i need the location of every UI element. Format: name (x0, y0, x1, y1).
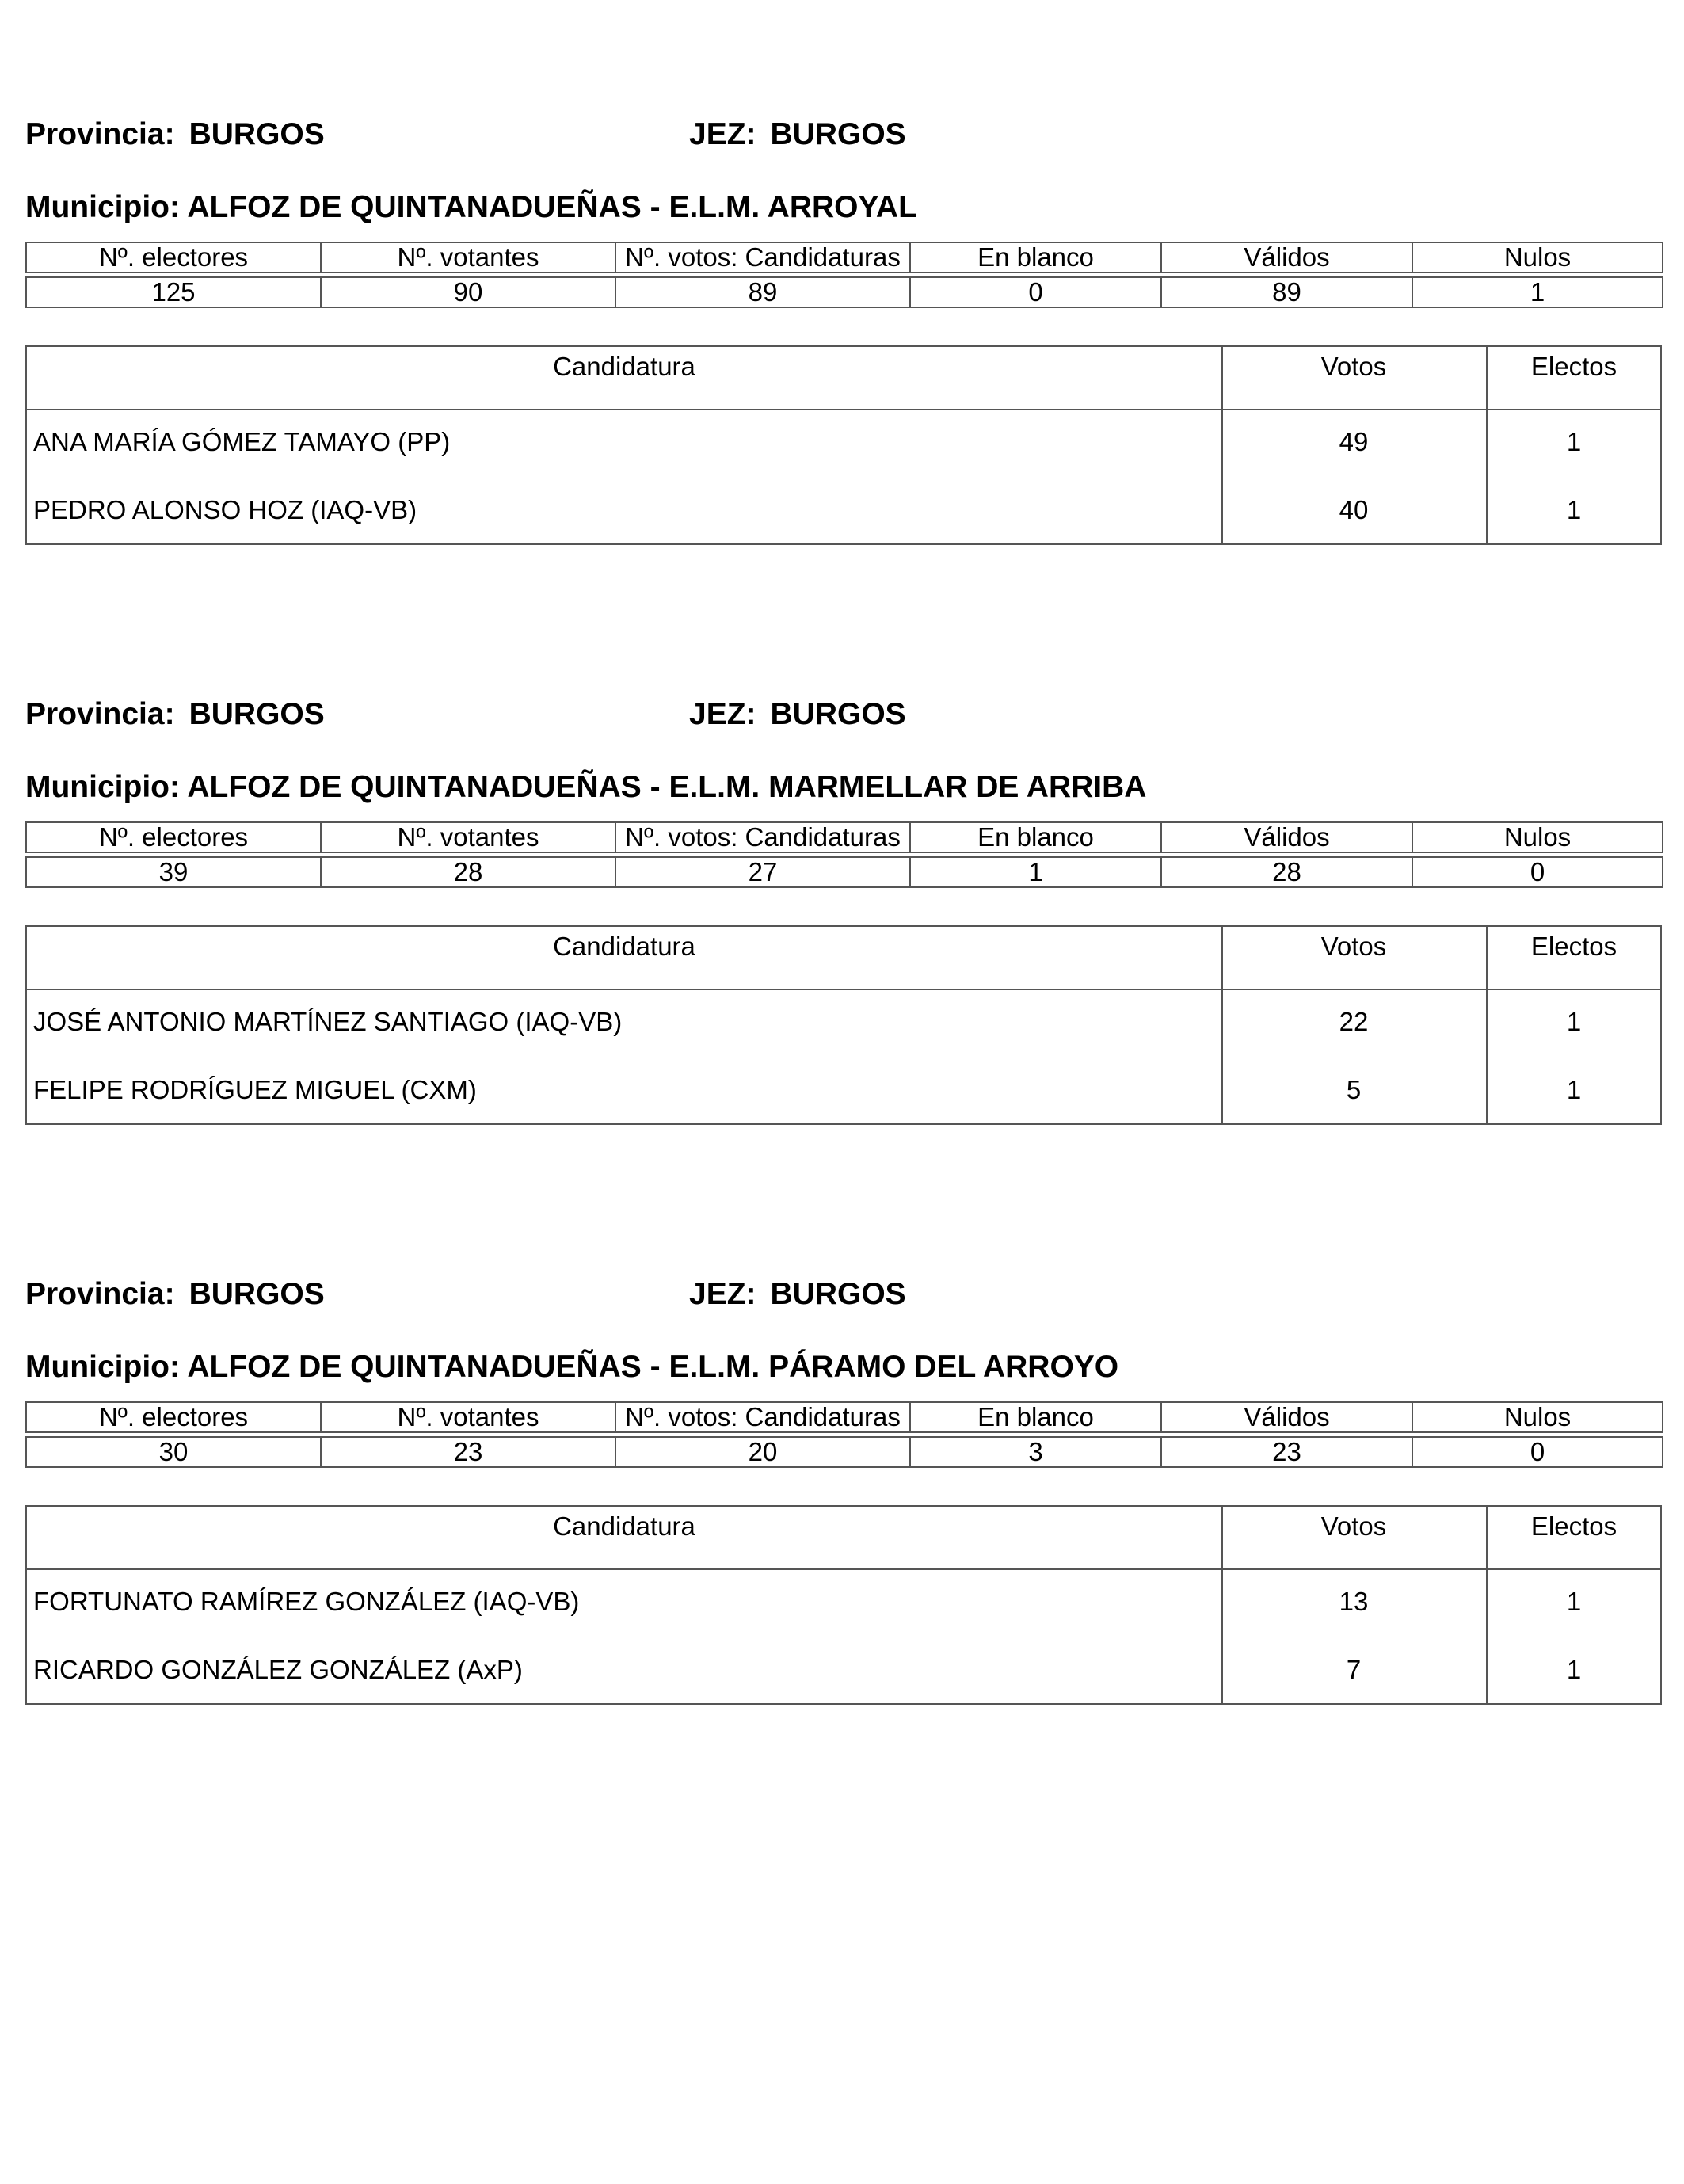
stats-table (25, 242, 1663, 308)
provincia-line (25, 1279, 325, 1309)
electos-header: Electos (1530, 932, 1617, 961)
votos-header: Votos (1320, 352, 1387, 381)
candidate-name: FELIPE RODRÍGUEZ MIGUEL (CXM) (33, 1075, 477, 1104)
stats-header: En blanco (910, 242, 1161, 273)
candidate-votes: 22 (1339, 1007, 1369, 1036)
header-divider (27, 409, 1660, 410)
candidate-elected: 1 (1566, 1655, 1582, 1684)
candidate-name: ANA MARÍA GÓMEZ TAMAYO (PP) (33, 427, 451, 456)
candidate-row (27, 1586, 1660, 1618)
jez-line (689, 699, 906, 730)
provincia-label: Provincia: (25, 697, 175, 731)
municipio-label: Municipio: (25, 1350, 180, 1384)
municipio-line (25, 192, 917, 223)
municipio-value: ALFOZ DE QUINTANADUEÑAS - E.L.M. MARMELLAR DE ARRIBA (187, 770, 1147, 804)
jez-label: JEZ: (689, 1277, 756, 1311)
candidate-elected: 1 (1566, 427, 1582, 456)
votos-header: Votos (1320, 932, 1387, 961)
candidate-name: JOSÉ ANTONIO MARTÍNEZ SANTIAGO (IAQ-VB) (33, 1007, 623, 1036)
stats-value: 125 (26, 277, 321, 307)
stats-header: Nº. electores (26, 1402, 321, 1432)
jez-value: BURGOS (770, 1277, 906, 1311)
jez-label: JEZ: (689, 117, 756, 151)
jez-line (689, 1279, 906, 1309)
stats-header: Nº. electores (26, 242, 321, 273)
candidate-row (27, 426, 1660, 458)
stats-value: 28 (321, 857, 615, 887)
provincia-value: BURGOS (189, 117, 325, 151)
stats-header: Nº. votos: Candidaturas (615, 822, 910, 852)
candidate-name: FORTUNATO RAMÍREZ GONZÁLEZ (IAQ-VB) (33, 1587, 580, 1616)
header-divider (27, 1568, 1660, 1570)
stats-value: 89 (615, 277, 910, 307)
municipio-line (25, 1351, 1118, 1382)
stats-header: Válidos (1161, 822, 1412, 852)
candidate-votes: 5 (1346, 1075, 1362, 1104)
provincia-line (25, 699, 325, 730)
candidate-row (27, 1074, 1660, 1106)
stats-value: 39 (26, 857, 321, 887)
candidate-elected: 1 (1566, 495, 1582, 524)
candidate-name: PEDRO ALONSO HOZ (IAQ-VB) (33, 495, 417, 524)
votos-header: Votos (1320, 1511, 1387, 1541)
stats-header: En blanco (910, 822, 1161, 852)
electos-header: Electos (1530, 1511, 1617, 1541)
candidate-name: RICARDO GONZÁLEZ GONZÁLEZ (AxP) (33, 1655, 523, 1684)
jez-value: BURGOS (770, 117, 906, 151)
stats-value: 3 (910, 1437, 1161, 1467)
provincia-line (25, 119, 325, 150)
header-divider (27, 989, 1660, 990)
stats-value: 20 (615, 1437, 910, 1467)
candidates-table (25, 345, 1662, 545)
stats-table (25, 1401, 1663, 1468)
municipio-line (25, 772, 1146, 802)
stats-value: 23 (1161, 1437, 1412, 1467)
stats-value: 30 (26, 1437, 321, 1467)
stats-header: Válidos (1161, 1402, 1412, 1432)
jez-line (689, 119, 906, 150)
municipio-label: Municipio: (25, 190, 180, 224)
jez-value: BURGOS (770, 697, 906, 731)
jez-label: JEZ: (689, 697, 756, 731)
stats-header: Nulos (1412, 822, 1663, 852)
electos-header: Electos (1530, 352, 1617, 381)
stats-header: Nº. votos: Candidaturas (615, 1402, 910, 1432)
stats-header: Nulos (1412, 1402, 1663, 1432)
stats-value: 1 (910, 857, 1161, 887)
provincia-value: BURGOS (189, 697, 325, 731)
stats-header: Nº. electores (26, 822, 321, 852)
stats-header: Nº. votantes (321, 1402, 615, 1432)
candidate-elected: 1 (1566, 1007, 1582, 1036)
municipio-value: ALFOZ DE QUINTANADUEÑAS - E.L.M. ARROYAL (187, 190, 917, 224)
candidate-row (27, 1006, 1660, 1038)
candidatura-header: Candidatura (553, 352, 695, 381)
stats-value: 1 (1412, 277, 1663, 307)
stats-value: 0 (1412, 1437, 1663, 1467)
stats-value: 28 (1161, 857, 1412, 887)
stats-value: 23 (321, 1437, 615, 1467)
stats-value: 0 (1412, 857, 1663, 887)
candidate-votes: 40 (1339, 495, 1369, 524)
provincia-label: Provincia: (25, 117, 175, 151)
candidatura-header: Candidatura (553, 1511, 695, 1541)
stats-value: 89 (1161, 277, 1412, 307)
municipio-value: ALFOZ DE QUINTANADUEÑAS - E.L.M. PÁRAMO DEL ARROYO (187, 1350, 1119, 1384)
stats-header: Nº. votos: Candidaturas (615, 242, 910, 273)
stats-header: Nº. votantes (321, 242, 615, 273)
candidate-elected: 1 (1566, 1587, 1582, 1616)
candidate-votes: 49 (1339, 427, 1369, 456)
stats-header: Nulos (1412, 242, 1663, 273)
candidate-row (27, 494, 1660, 526)
stats-value: 90 (321, 277, 615, 307)
candidate-votes: 7 (1346, 1655, 1362, 1684)
stats-header: Válidos (1161, 242, 1412, 273)
stats-value: 0 (910, 277, 1161, 307)
provincia-value: BURGOS (189, 1277, 325, 1311)
stats-header: En blanco (910, 1402, 1161, 1432)
candidate-row (27, 1654, 1660, 1686)
stats-header: Nº. votantes (321, 822, 615, 852)
provincia-label: Provincia: (25, 1277, 175, 1311)
stats-table (25, 821, 1663, 888)
municipio-label: Municipio: (25, 770, 180, 804)
candidates-table (25, 925, 1662, 1125)
candidate-elected: 1 (1566, 1075, 1582, 1104)
stats-value: 27 (615, 857, 910, 887)
candidates-table (25, 1505, 1662, 1705)
candidate-votes: 13 (1339, 1587, 1369, 1616)
candidatura-header: Candidatura (553, 932, 695, 961)
